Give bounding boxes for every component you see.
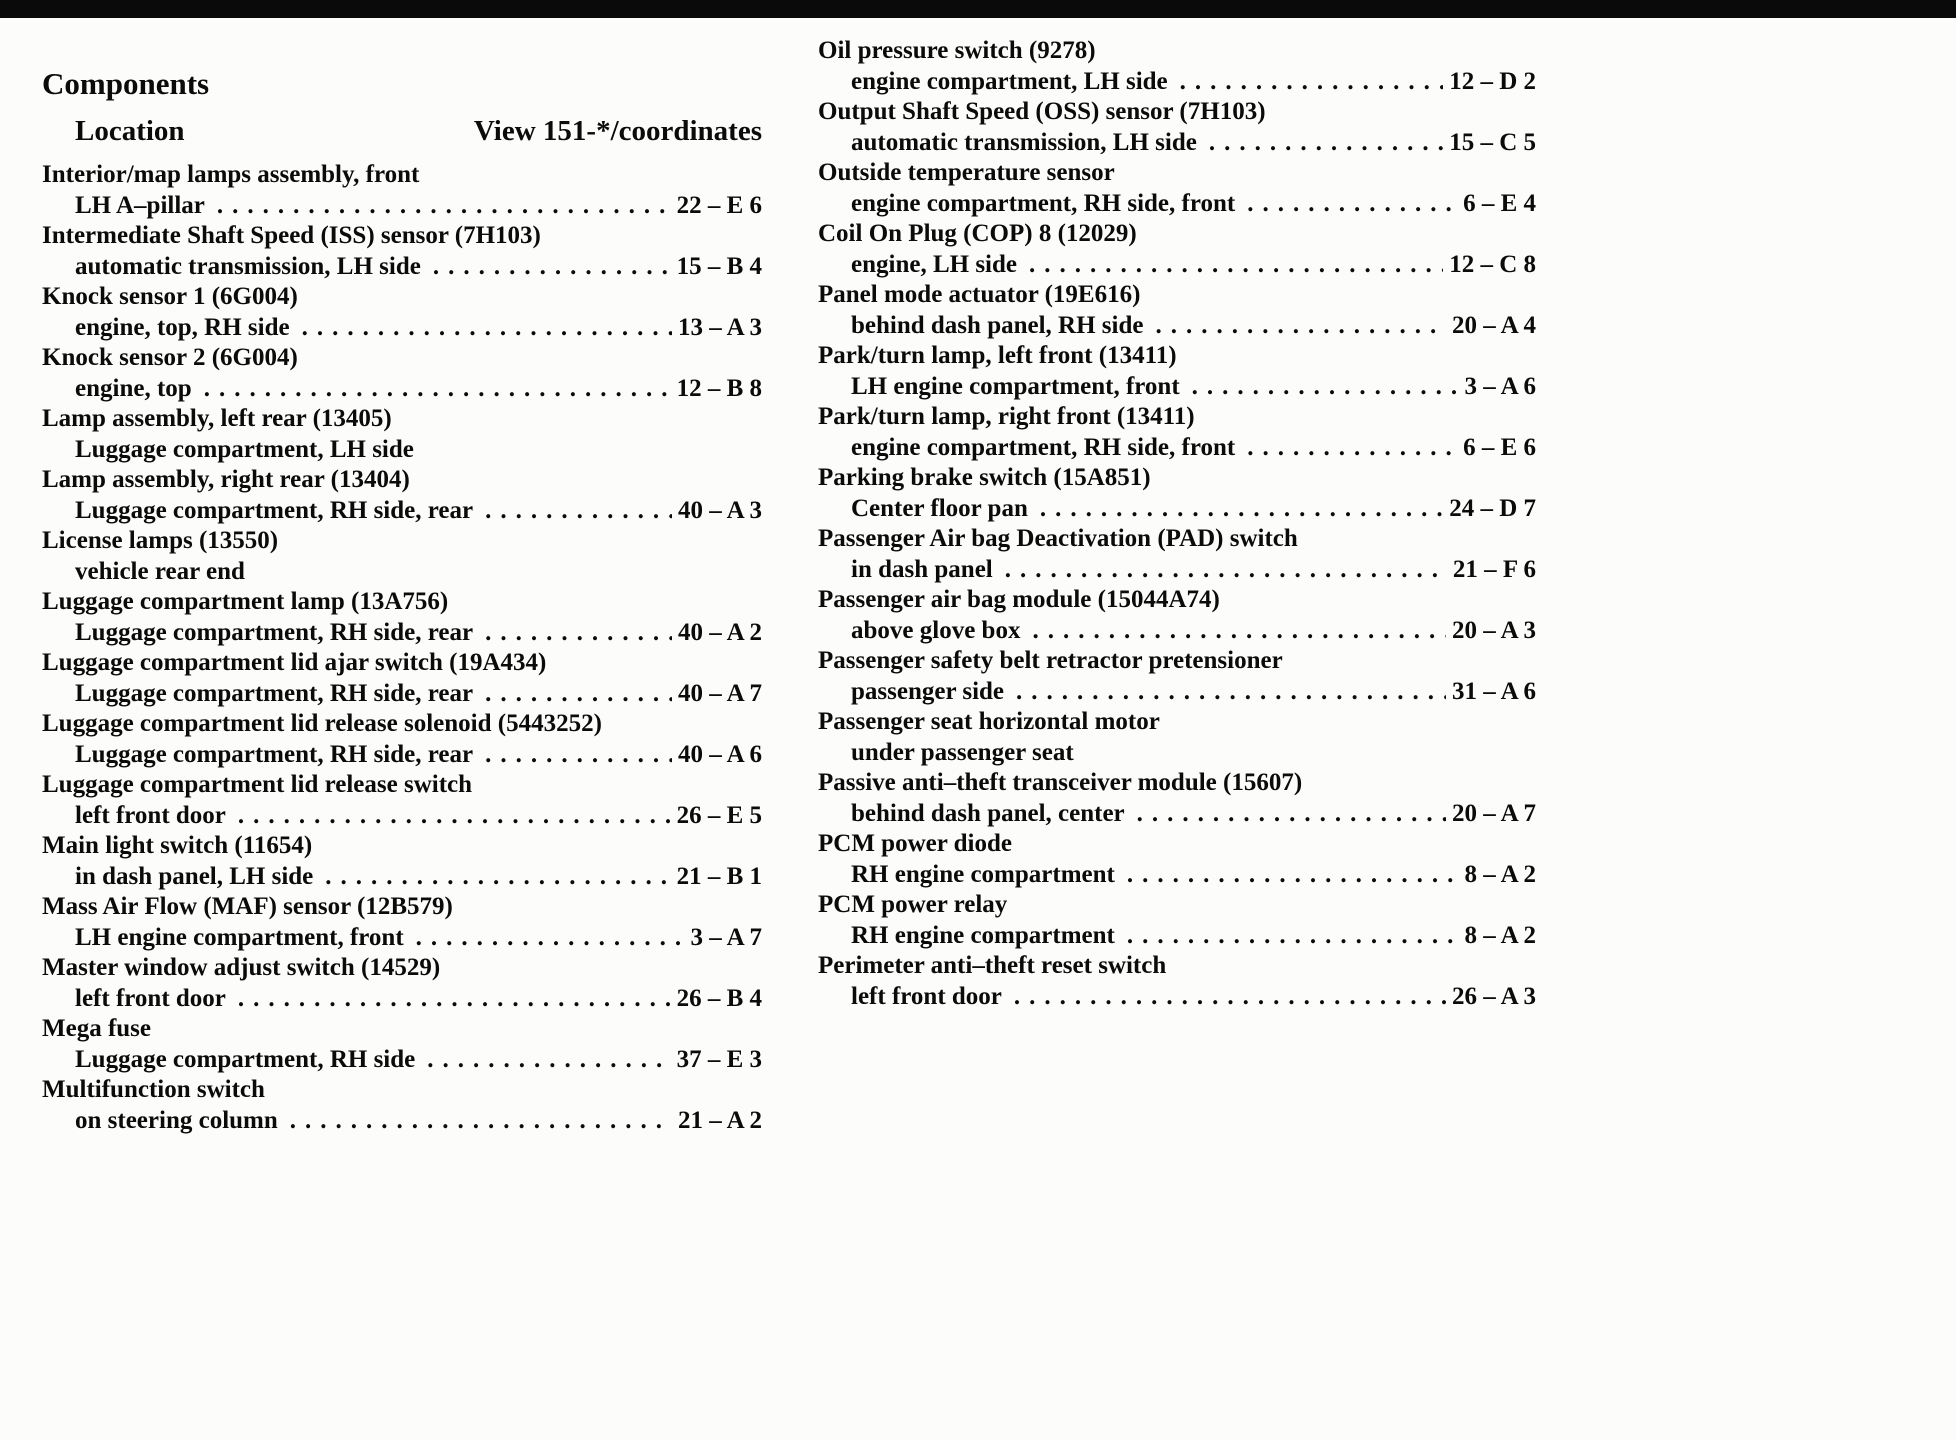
component-coordinates: 12 – C 8 <box>1449 250 1536 278</box>
component-location-row <box>818 311 1536 342</box>
component-location: engine compartment, LH side <box>851 67 1168 95</box>
component-location-row <box>818 860 1536 891</box>
component-coordinates: 26 – A 3 <box>1451 982 1536 1010</box>
page-title: Components <box>42 66 210 101</box>
dot-leader <box>1137 799 1446 830</box>
component-location-row <box>818 799 1536 830</box>
component-location-row <box>42 374 762 405</box>
dot-leader <box>1016 677 1446 708</box>
component-location-row <box>818 616 1536 647</box>
dot-leader <box>485 618 672 649</box>
component-entry <box>42 404 762 465</box>
component-location-row <box>42 191 762 222</box>
component-coordinates: 6 – E 6 <box>1463 433 1536 461</box>
component-name: Perimeter anti–theft reset switch <box>818 952 1167 979</box>
component-coordinates: 21 – B 1 <box>676 862 762 890</box>
component-location: under passenger seat <box>851 738 1074 766</box>
page-top-scan-bar <box>0 0 1956 18</box>
component-location-row <box>42 862 762 893</box>
component-coordinates: 40 – A 2 <box>677 618 762 646</box>
component-location-row <box>42 252 762 283</box>
component-location-row <box>818 494 1536 525</box>
component-location-row <box>42 923 762 954</box>
dot-leader <box>427 1045 670 1076</box>
dot-leader <box>485 496 672 527</box>
component-coordinates: 21 – F 6 <box>1452 555 1536 583</box>
location-header: Location <box>75 115 185 147</box>
component-name: Luggage compartment lid release switch <box>42 771 473 798</box>
component-entry <box>42 709 762 770</box>
component-entry <box>42 1075 762 1136</box>
component-entry <box>818 36 1536 97</box>
component-location-row <box>818 67 1536 98</box>
component-coordinates: 40 – A 6 <box>677 740 762 768</box>
dot-leader <box>1029 250 1443 281</box>
component-entry <box>42 831 762 892</box>
component-location-row <box>818 921 1536 952</box>
component-location: RH engine compartment <box>851 860 1115 888</box>
component-name: Passive anti–theft transceiver module (15607) <box>818 769 1303 796</box>
component-name: Luggage compartment lid ajar switch (19A434) <box>42 649 547 676</box>
component-location: engine, LH side <box>851 250 1017 278</box>
component-location: above glove box <box>851 616 1021 644</box>
component-location-row <box>42 679 762 710</box>
component-name: Interior/map lamps assembly, front <box>42 161 420 188</box>
component-coordinates: 8 – A 2 <box>1464 860 1536 888</box>
component-location-row <box>818 189 1536 220</box>
component-coordinates: 6 – E 4 <box>1463 189 1536 217</box>
component-location-row <box>42 984 762 1015</box>
component-entry <box>42 465 762 526</box>
dot-leader <box>1127 860 1459 891</box>
component-entry <box>42 953 762 1014</box>
component-entry <box>42 770 762 831</box>
component-location: engine, top <box>75 374 192 402</box>
component-entry <box>818 585 1536 646</box>
component-location: automatic transmission, LH side <box>75 252 421 280</box>
component-coordinates: 24 – D 7 <box>1449 494 1536 522</box>
component-location-row <box>818 677 1536 708</box>
component-location: in dash panel <box>851 555 993 583</box>
component-location-row <box>42 1106 762 1137</box>
component-location: LH A–pillar <box>75 191 205 219</box>
component-location-row <box>818 433 1536 464</box>
component-entry <box>42 648 762 709</box>
component-name: Passenger safety belt retractor pretensioner <box>818 647 1283 674</box>
component-name: Master window adjust switch (14529) <box>42 954 441 981</box>
component-location: left front door <box>75 801 226 829</box>
component-entry <box>818 646 1536 707</box>
component-location-row <box>818 372 1536 403</box>
component-location: LH engine compartment, front <box>75 923 404 951</box>
view-coordinates-header: View 151-*/coordinates <box>473 115 762 147</box>
component-entry <box>42 343 762 404</box>
component-coordinates: 15 – C 5 <box>1449 128 1536 156</box>
component-name: Mass Air Flow (MAF) sensor (12B579) <box>42 893 453 920</box>
component-name: Knock sensor 2 (6G004) <box>42 344 298 371</box>
dot-leader <box>1209 128 1443 159</box>
component-location: passenger side <box>851 677 1005 705</box>
component-location: Luggage compartment, RH side, rear <box>75 679 474 707</box>
component-name: Knock sensor 1 (6G004) <box>42 283 298 310</box>
component-name: Multifunction switch <box>42 1076 265 1103</box>
component-coordinates: 26 – E 5 <box>676 801 762 829</box>
component-name: Passenger seat horizontal motor <box>818 708 1160 735</box>
component-name: Parking brake switch (15A851) <box>818 464 1151 491</box>
component-location: Luggage compartment, RH side, rear <box>75 740 474 768</box>
component-coordinates: 20 – A 3 <box>1451 616 1536 644</box>
component-entry <box>818 890 1536 951</box>
component-location-row <box>42 740 762 771</box>
component-name: Outside temperature sensor <box>818 159 1115 186</box>
component-entry <box>42 160 762 221</box>
component-entry <box>42 221 762 282</box>
component-name: PCM power relay <box>818 891 1008 918</box>
component-location: automatic transmission, LH side <box>851 128 1197 156</box>
component-entry <box>42 526 762 587</box>
component-location-row <box>42 496 762 527</box>
component-location-row <box>818 982 1536 1013</box>
column-headers <box>42 114 762 148</box>
component-name: Passenger air bag module (15044A74) <box>818 586 1220 613</box>
component-name: Luggage compartment lid release solenoid (5443252) <box>42 710 602 737</box>
component-coordinates: 31 – A 6 <box>1451 677 1536 705</box>
component-location: Luggage compartment, RH side <box>75 1045 416 1073</box>
component-location: Luggage compartment, LH side <box>75 435 414 463</box>
component-entry <box>818 402 1536 463</box>
component-name: Panel mode actuator (19E616) <box>818 281 1141 308</box>
component-location: vehicle rear end <box>75 557 245 585</box>
component-coordinates: 20 – A 7 <box>1451 799 1536 827</box>
component-location: engine compartment, RH side, front <box>851 433 1236 461</box>
component-location: engine compartment, RH side, front <box>851 189 1236 217</box>
component-entry <box>818 341 1536 402</box>
component-location: Center floor pan <box>851 494 1028 522</box>
component-name: Main light switch (11654) <box>42 832 313 859</box>
dot-leader <box>290 1106 672 1137</box>
dot-leader <box>416 923 685 954</box>
dot-leader <box>1155 311 1445 342</box>
component-entry <box>818 97 1536 158</box>
component-coordinates: 22 – E 6 <box>676 191 762 219</box>
component-entry <box>818 829 1536 890</box>
component-name: Coil On Plug (COP) 8 (12029) <box>818 220 1137 247</box>
component-location: Luggage compartment, RH side, rear <box>75 618 474 646</box>
component-location-row <box>818 738 1536 769</box>
dot-leader <box>238 801 671 832</box>
component-name: Park/turn lamp, left front (13411) <box>818 342 1177 369</box>
component-coordinates: 40 – A 3 <box>677 496 762 524</box>
component-location: behind dash panel, RH side <box>851 311 1144 339</box>
component-location: left front door <box>851 982 1002 1010</box>
component-entry <box>42 282 762 343</box>
dot-leader <box>1127 921 1459 952</box>
component-name: Luggage compartment lamp (13A756) <box>42 588 449 615</box>
right-column <box>818 36 1536 1012</box>
dot-leader <box>1180 67 1444 98</box>
component-coordinates: 8 – A 2 <box>1464 921 1536 949</box>
component-entry <box>818 280 1536 341</box>
component-location: on steering column <box>75 1106 278 1134</box>
dot-leader <box>204 374 671 405</box>
dot-leader <box>485 679 672 710</box>
component-location-row <box>42 313 762 344</box>
dot-leader <box>433 252 671 283</box>
component-location-row <box>818 250 1536 281</box>
left-column <box>42 66 762 1136</box>
dot-leader <box>1040 494 1443 525</box>
dot-leader <box>1032 616 1446 647</box>
component-name: License lamps (13550) <box>42 527 279 554</box>
component-location: LH engine compartment, front <box>851 372 1180 400</box>
component-name: Passenger Air bag Deactivation (PAD) switch <box>818 525 1298 552</box>
component-coordinates: 21 – A 2 <box>677 1106 762 1134</box>
component-entry <box>818 707 1536 768</box>
component-entry <box>818 524 1536 585</box>
component-name: Intermediate Shaft Speed (ISS) sensor (7H103) <box>42 222 541 249</box>
component-name: Lamp assembly, left rear (13405) <box>42 405 392 432</box>
component-location: Luggage compartment, RH side, rear <box>75 496 474 524</box>
component-name: PCM power diode <box>818 830 1012 857</box>
component-coordinates: 12 – B 8 <box>676 374 762 402</box>
component-location-row <box>42 1045 762 1076</box>
component-location-row <box>42 435 762 466</box>
component-name: Lamp assembly, right rear (13404) <box>42 466 410 493</box>
component-location: behind dash panel, center <box>851 799 1125 827</box>
component-coordinates: 20 – A 4 <box>1451 311 1536 339</box>
component-entry <box>42 587 762 648</box>
component-name: Output Shaft Speed (OSS) sensor (7H103) <box>818 98 1266 125</box>
component-location-row <box>42 557 762 588</box>
component-coordinates: 3 – A 6 <box>1464 372 1536 400</box>
component-entry <box>818 158 1536 219</box>
dot-leader <box>302 313 672 344</box>
component-location-row <box>42 618 762 649</box>
component-location: in dash panel, LH side <box>75 862 314 890</box>
component-coordinates: 3 – A 7 <box>690 923 762 951</box>
component-coordinates: 12 – D 2 <box>1449 67 1536 95</box>
component-list-left <box>42 160 762 1136</box>
component-coordinates: 13 – A 3 <box>677 313 762 341</box>
component-name: Park/turn lamp, right front (13411) <box>818 403 1195 430</box>
dot-leader <box>1247 189 1457 220</box>
component-coordinates: 26 – B 4 <box>676 984 762 1012</box>
dot-leader <box>1192 372 1459 403</box>
dot-leader <box>238 984 671 1015</box>
dot-leader <box>217 191 671 222</box>
component-location-row <box>818 128 1536 159</box>
dot-leader <box>485 740 672 771</box>
component-coordinates: 40 – A 7 <box>677 679 762 707</box>
component-name: Oil pressure switch (9278) <box>818 37 1096 64</box>
component-location: engine, top, RH side <box>75 313 290 341</box>
component-location: RH engine compartment <box>851 921 1115 949</box>
component-location-row <box>818 555 1536 586</box>
component-coordinates: 37 – E 3 <box>676 1045 762 1073</box>
dot-leader <box>1014 982 1446 1013</box>
component-entry <box>818 219 1536 280</box>
dot-leader <box>1247 433 1457 464</box>
component-location: left front door <box>75 984 226 1012</box>
component-name: Mega fuse <box>42 1015 151 1042</box>
component-entry <box>42 1014 762 1075</box>
component-entry <box>818 463 1536 524</box>
dot-leader <box>1005 555 1447 586</box>
component-list-right <box>818 36 1536 1012</box>
dot-leader <box>325 862 670 893</box>
component-entry <box>42 892 762 953</box>
component-entry <box>818 768 1536 829</box>
component-coordinates: 15 – B 4 <box>676 252 762 280</box>
component-location-row <box>42 801 762 832</box>
component-entry <box>818 951 1536 1012</box>
